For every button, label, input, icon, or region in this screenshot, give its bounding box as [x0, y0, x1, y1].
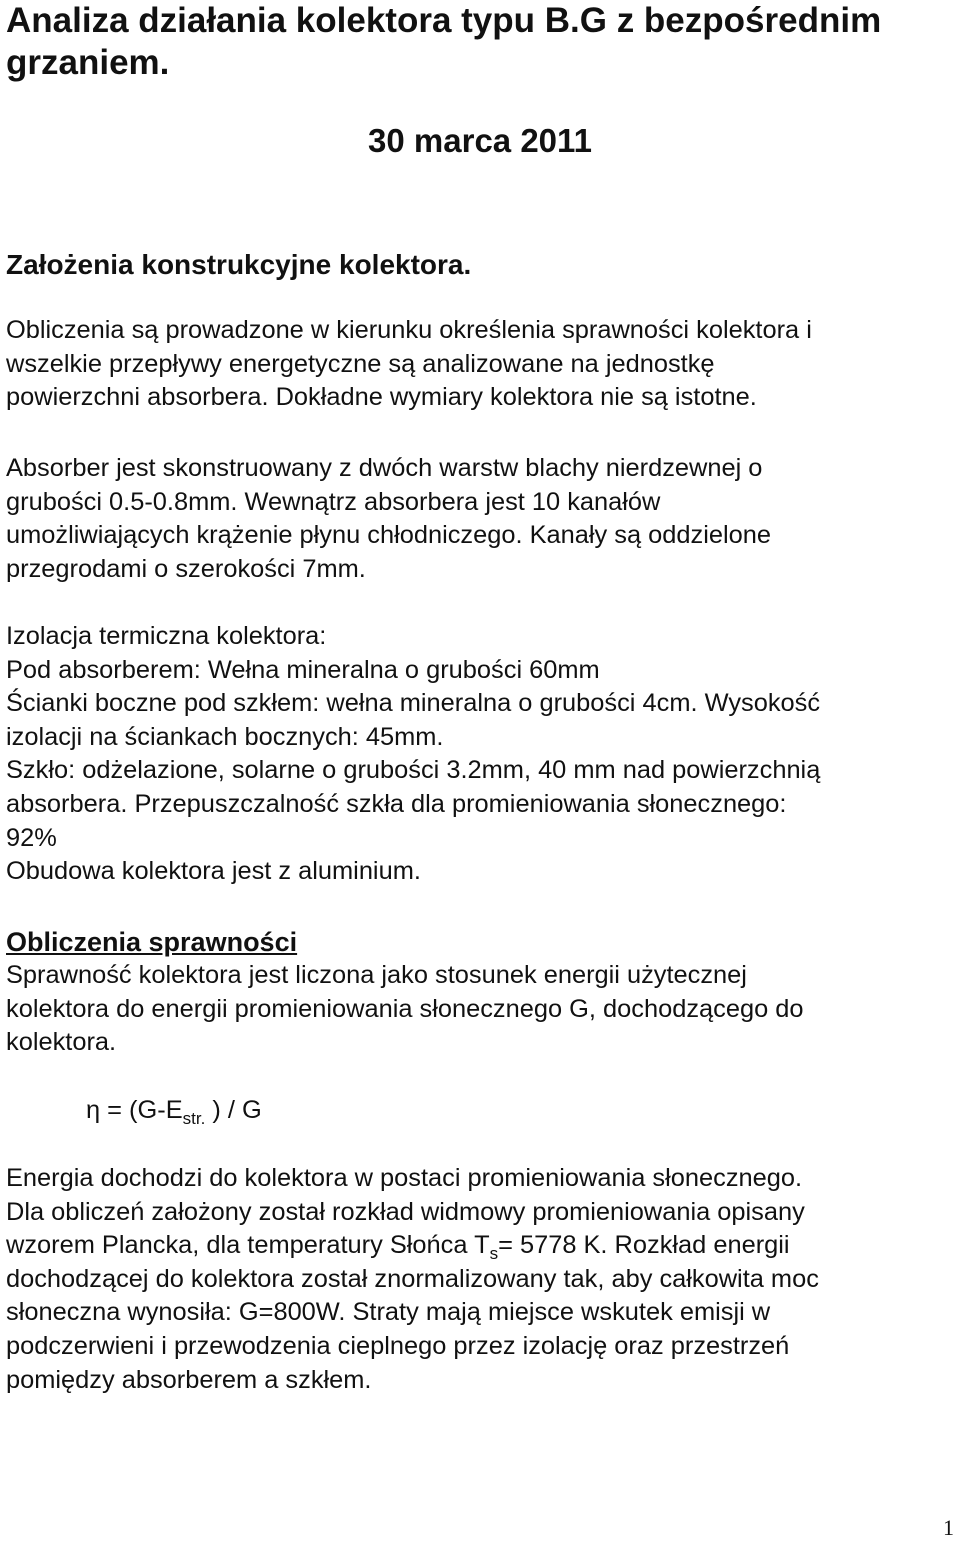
solar-temperature-subscript: s	[489, 1244, 499, 1264]
section-subheading: Założenia konstrukcyjne kolektora.	[6, 249, 472, 280]
paragraph-solar-energy	[6, 1162, 951, 1397]
formula-subscript: str.	[182, 1109, 206, 1128]
paragraph-absorber: Absorber jest skonstruowany z dwóch warstw blachy nierdzewnej o grubości 0.5-0.8mm. Wewnątrz absorbera jest 10 kanałów umożliwiających krążenie płynu chłodniczego. Kanały są oddzielone przegrodami o szerokości 7mm.	[6, 454, 771, 583]
formula-rhs: ) / G	[205, 1096, 262, 1124]
solar-text-part2: = 5778 K. Rozkład energii dochodzącej do kolektora został znormalizowany tak, aby całkowita moc słoneczna wynosiła: G=800W. Straty mają miejsce wskutek emisji w podczerwieni i przewodzenia cieplnego przez izolację oraz przestrzeń pomiędzy absorberem a szkłem.	[6, 1231, 819, 1394]
efficiency-formula	[86, 1093, 262, 1127]
page-number: 1	[943, 1515, 954, 1540]
efficiency-heading: Obliczenia sprawności	[6, 927, 298, 957]
document-date: 30 marca 2011	[368, 122, 592, 159]
formula-lhs: η = (G-E	[86, 1096, 183, 1124]
paragraph-calculation-scope: Obliczenia są prowadzone w kierunku określenia sprawności kolektora i wszelkie przepływy energetyczne są analizowane na jednostkę powierzchni absorbera. Dokładne wymiary kolektora nie są istotne.	[6, 316, 812, 412]
paragraph-efficiency-definition: Sprawność kolektora jest liczona jako stosunek energii użytecznej kolektora do energii promieniowania słonecznego G, dochodzącego do kolektora.	[6, 961, 804, 1057]
paragraph-insulation: Izolacja termiczna kolektora: Pod absorberem: Wełna mineralna o grubości 60mm Ścianki boczne pod szkłem: wełna mineralna o grubości 4cm. Wysokość izolacji na ściankach bocznych: 45mm. Szkło: odżelazione, solarne o grubości 3.2mm, 40 mm nad powierzchnią absorbera. Przepuszczalność szkła dla promieniowania słonecznego: 92% Obudowa kolektora jest z aluminium.	[6, 622, 821, 886]
solar-text-part1: Energia dochodzi do kolektora w postaci promieniowania słonecznego. Dla obliczeń założony został rozkład widmowy promieniowania opisany wzorem Plancka, dla temperatury Słońca T	[6, 1164, 805, 1260]
document-title: Analiza działania kolektora typu B.G z bezpośrednim grzaniem.	[6, 1, 882, 82]
